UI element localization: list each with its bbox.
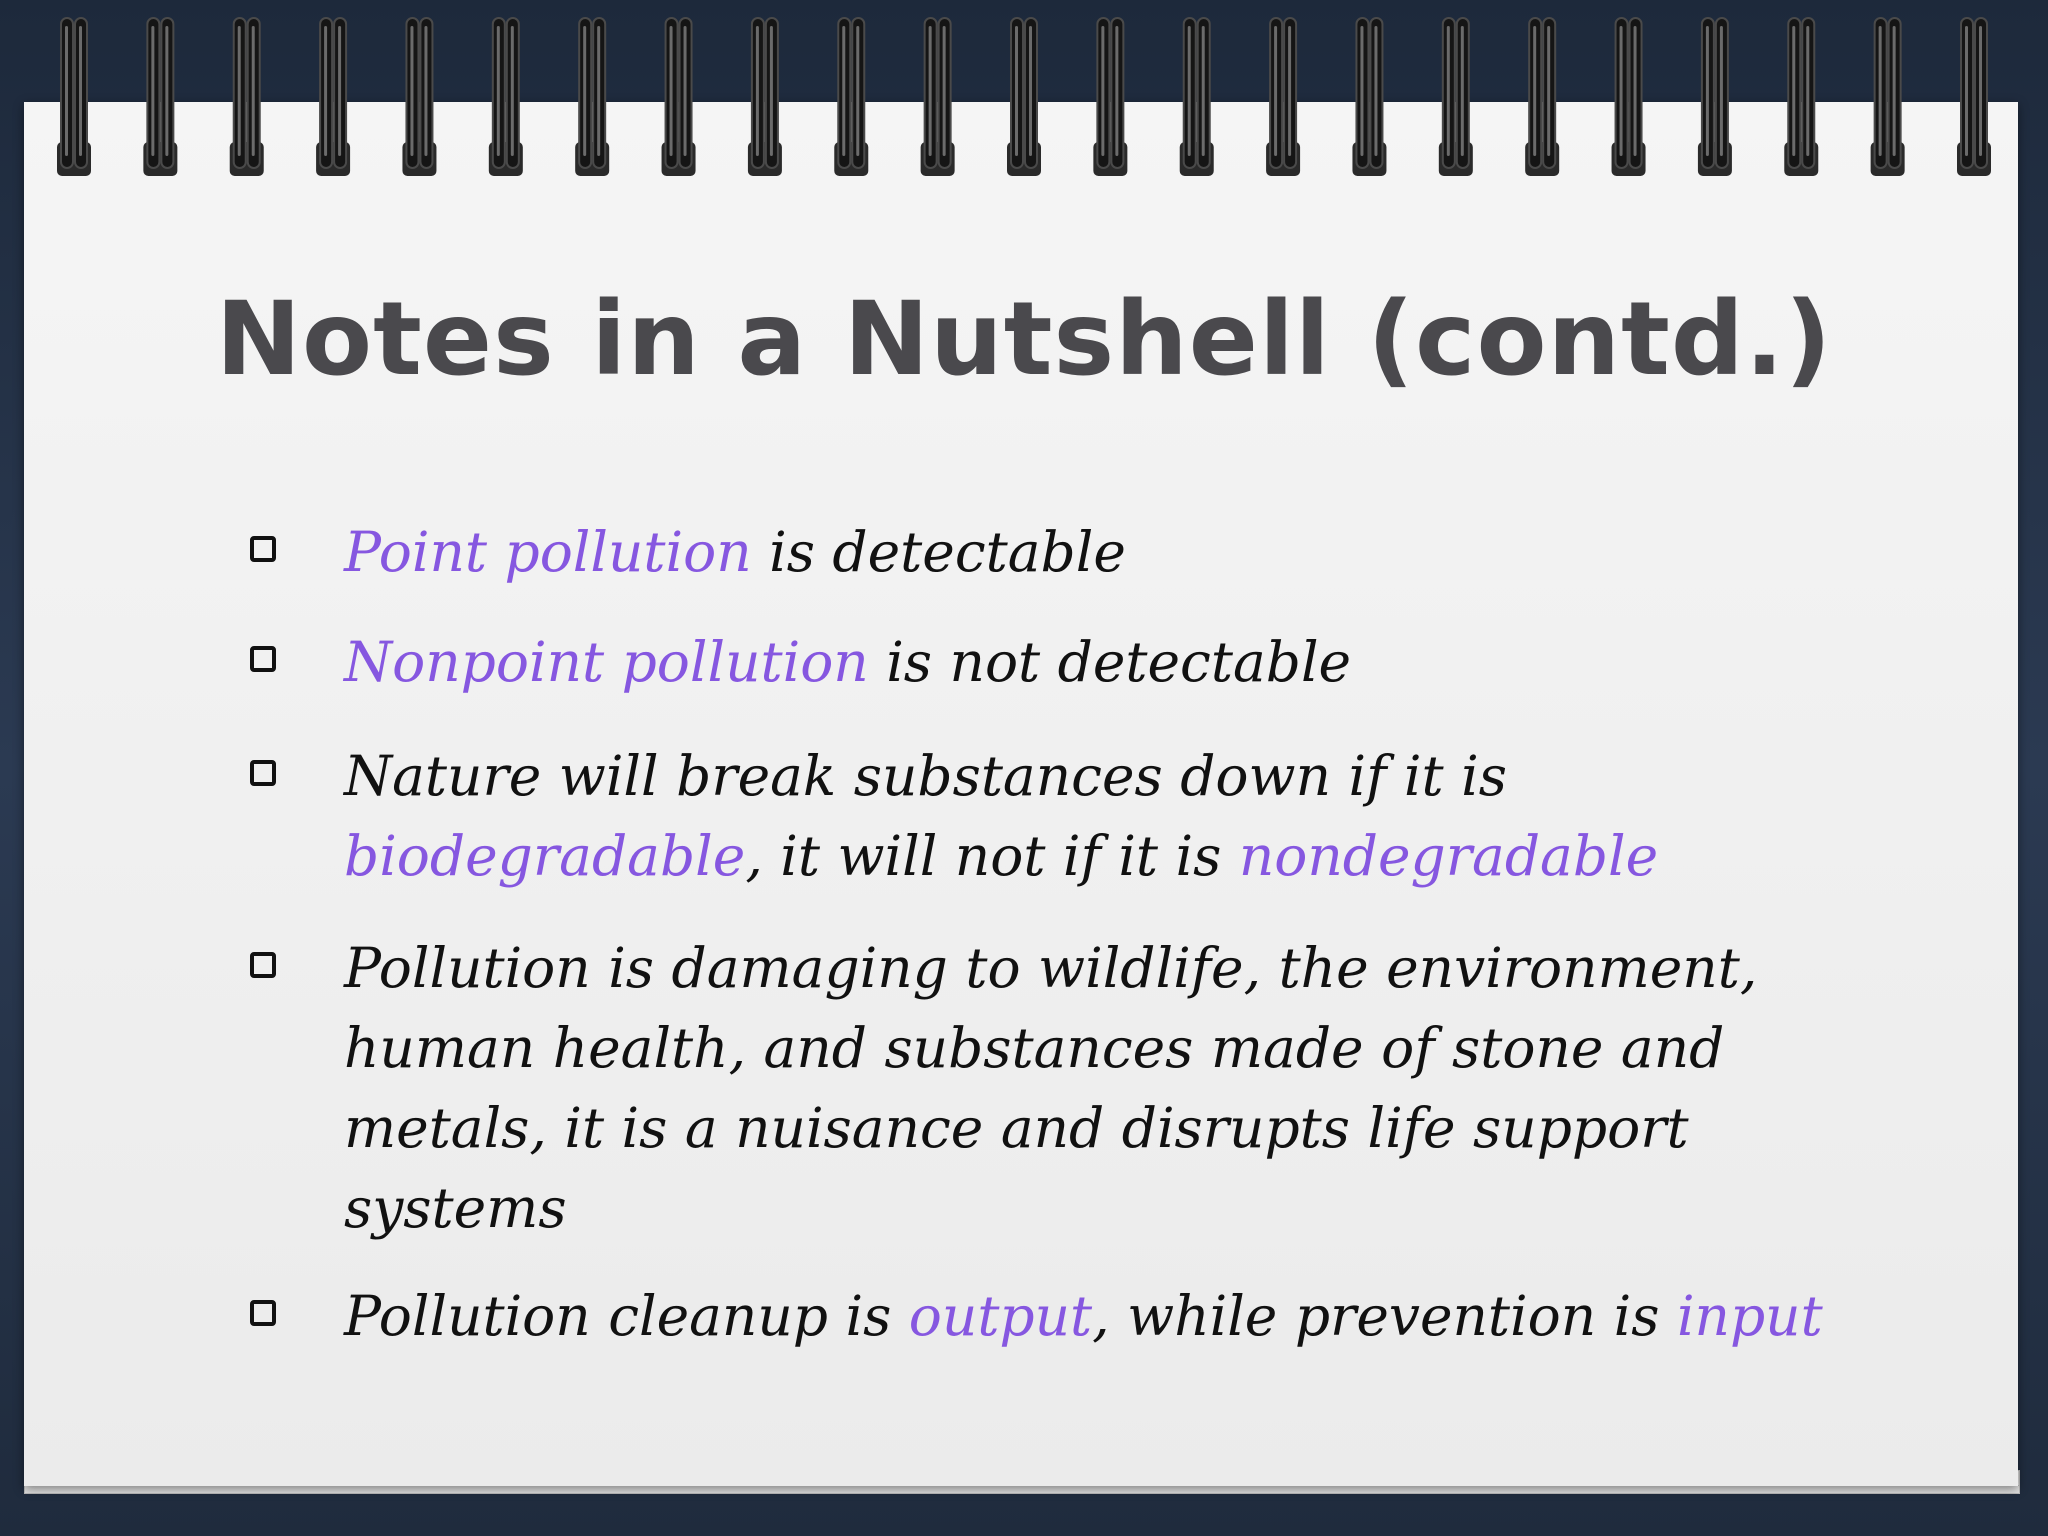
binding-ring bbox=[748, 18, 782, 176]
binding-ring bbox=[662, 18, 696, 176]
checkbox-icon bbox=[250, 760, 276, 786]
spiral-binding-icon bbox=[0, 0, 2048, 180]
binding-ring bbox=[1957, 18, 1991, 176]
bullet-point-pollution bbox=[344, 512, 1844, 592]
bullet-text: Pollution cleanup is bbox=[344, 1284, 909, 1348]
bullet-text: , it will not if it is bbox=[745, 824, 1239, 888]
highlight-term: input bbox=[1676, 1284, 1823, 1348]
bullet-text: Pollution is damaging to wildlife, the environment, human health, and substances made of stone and metals, it is a nuisance and disrupts life support systems bbox=[344, 936, 1758, 1240]
bullet-text: , while prevention is bbox=[1092, 1284, 1677, 1348]
binding-ring bbox=[1007, 18, 1041, 176]
bullet-cleanup-prevention bbox=[344, 1276, 1844, 1356]
highlight-term: Point pollution bbox=[344, 520, 752, 584]
binding-ring bbox=[834, 18, 868, 176]
bullet-text: Nature will break substances down if it is bbox=[344, 744, 1507, 808]
checkbox-icon bbox=[250, 952, 276, 978]
bullet-degradability bbox=[344, 736, 1844, 896]
checkbox-icon bbox=[250, 1300, 276, 1326]
highlight-term: Nonpoint pollution bbox=[344, 630, 869, 694]
binding-ring bbox=[1352, 18, 1386, 176]
binding-ring bbox=[1180, 18, 1214, 176]
binding-ring bbox=[316, 18, 350, 176]
slide-title: Notes in a Nutshell (contd.) bbox=[215, 280, 1833, 399]
binding-ring bbox=[1439, 18, 1473, 176]
binding-ring bbox=[575, 18, 609, 176]
bullet-nonpoint-pollution bbox=[344, 622, 1844, 702]
checkbox-icon bbox=[250, 536, 276, 562]
binding-ring bbox=[489, 18, 523, 176]
binding-ring bbox=[1784, 18, 1818, 176]
binding-ring bbox=[1871, 18, 1905, 176]
checkbox-icon bbox=[250, 646, 276, 672]
bullet-text: is detectable bbox=[751, 520, 1126, 584]
highlight-term: output bbox=[908, 1284, 1093, 1348]
binding-ring bbox=[402, 18, 436, 176]
bullet-pollution-damage bbox=[344, 928, 1844, 1248]
highlight-term: biodegradable bbox=[344, 824, 746, 888]
binding-ring bbox=[1612, 18, 1646, 176]
highlight-term: nondegradable bbox=[1238, 824, 1659, 888]
binding-ring bbox=[230, 18, 264, 176]
binding-ring bbox=[921, 18, 955, 176]
binding-ring bbox=[1266, 18, 1300, 176]
binding-ring bbox=[1525, 18, 1559, 176]
bullet-text: is not detectable bbox=[868, 630, 1352, 694]
binding-ring bbox=[1698, 18, 1732, 176]
binding-ring bbox=[57, 18, 91, 176]
binding-ring bbox=[1093, 18, 1127, 176]
binding-ring bbox=[143, 18, 177, 176]
